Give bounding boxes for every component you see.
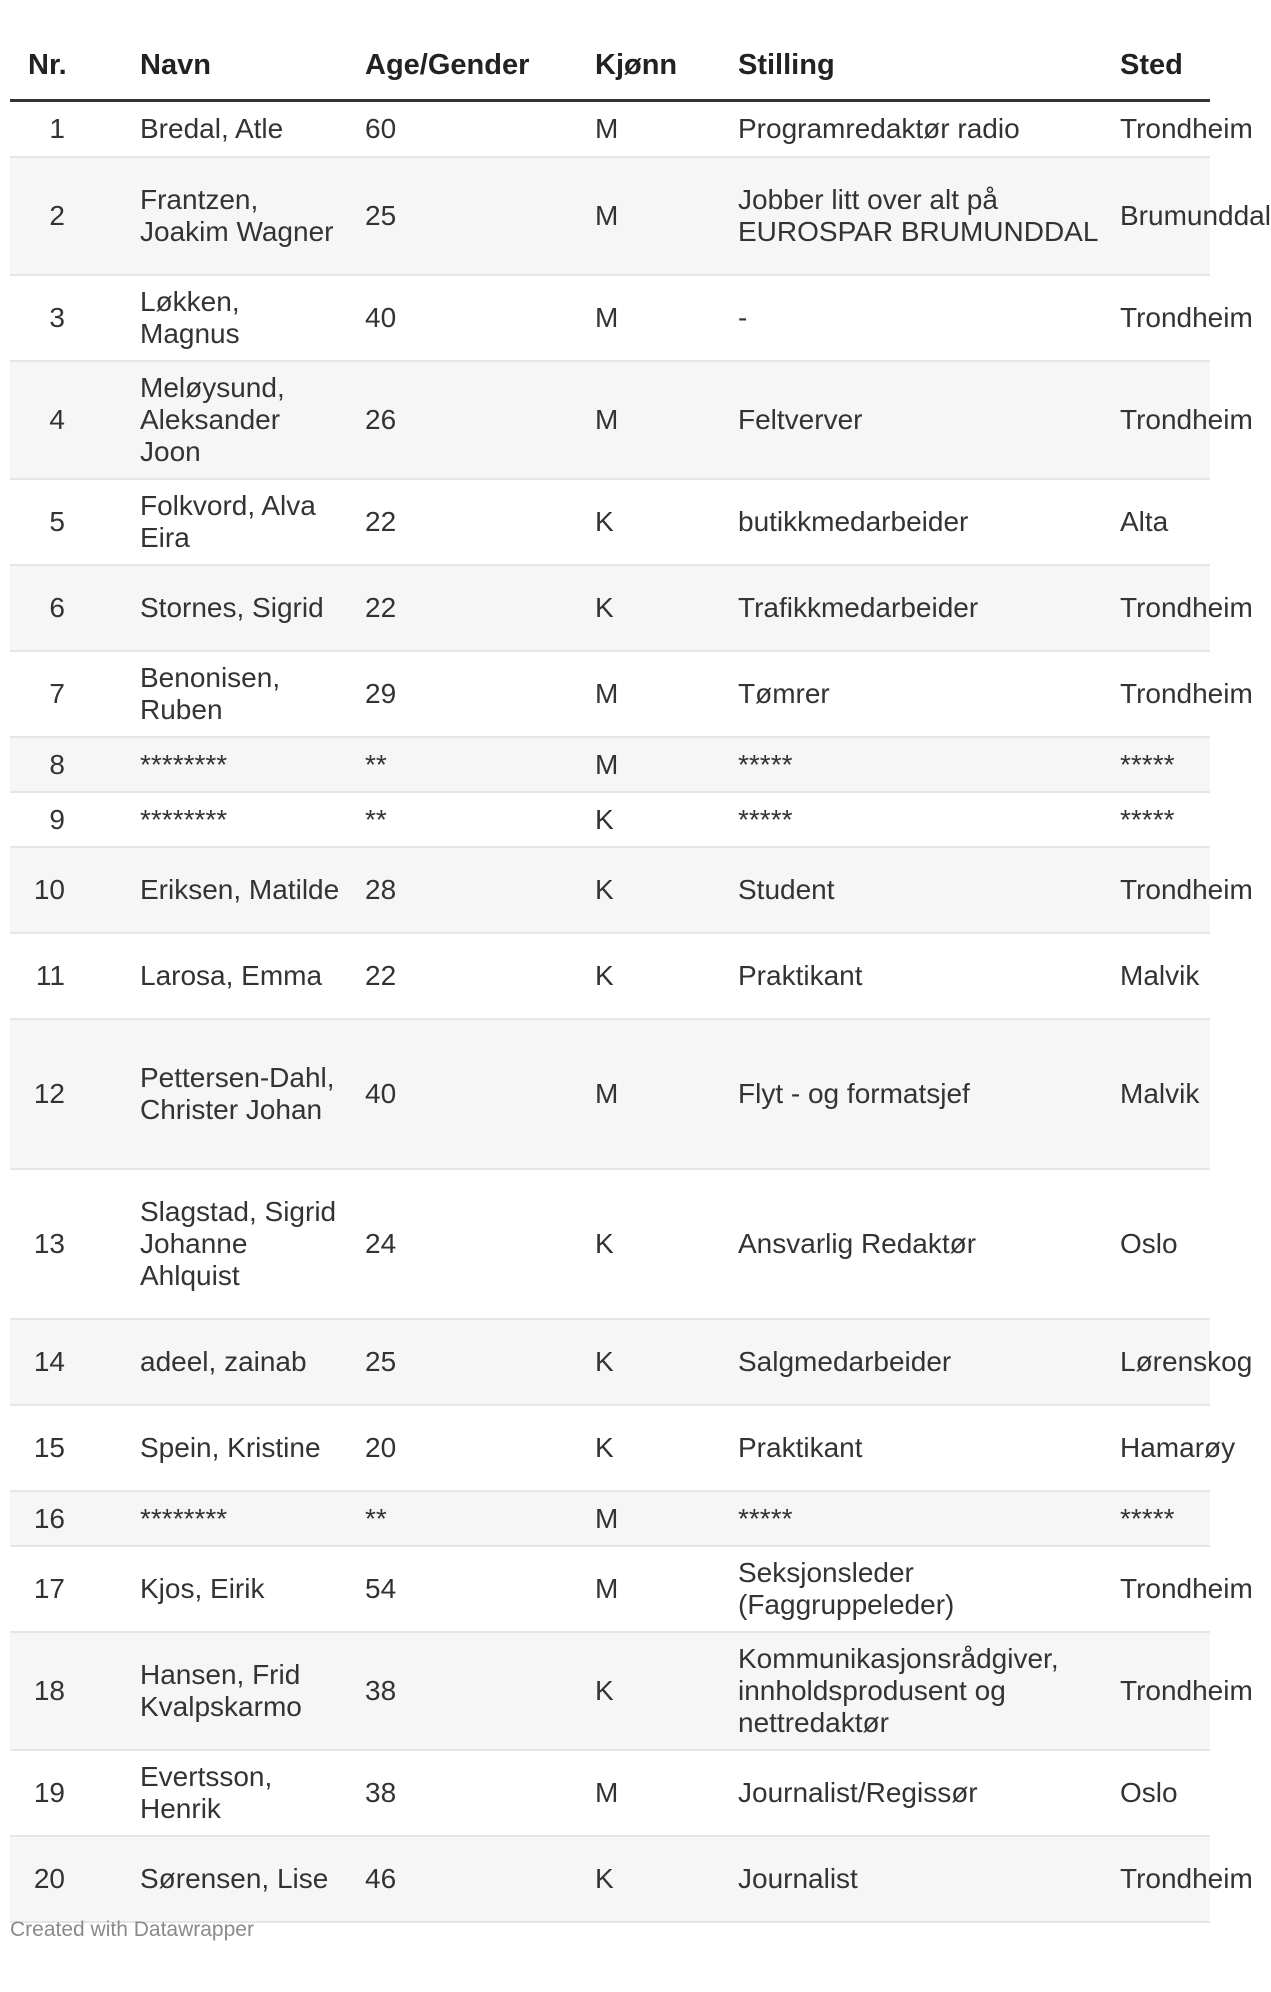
cell-nr: 18 <box>10 1632 130 1750</box>
cell-nr: 11 <box>10 933 130 1019</box>
cell-navn: Evertsson, Henrik <box>130 1750 355 1836</box>
cell-age: 29 <box>355 651 585 737</box>
cell-navn: Folkvord, Alva Eira <box>130 479 355 565</box>
table-row <box>10 1546 1210 1632</box>
cell-kjonn: M <box>585 1546 728 1632</box>
cell-kjonn: M <box>585 737 728 792</box>
cell-age: 22 <box>355 565 585 651</box>
cell-nr: 20 <box>10 1836 130 1922</box>
cell-sted: Malvik <box>1110 933 1210 1019</box>
cell-stilling: Seksjonsleder (Faggruppeleder) <box>728 1546 1110 1632</box>
cell-age: 28 <box>355 847 585 933</box>
column-header-sted[interactable]: Sted <box>1110 30 1210 101</box>
cell-nr: 13 <box>10 1169 130 1319</box>
cell-navn: Sørensen, Lise <box>130 1836 355 1922</box>
cell-nr: 4 <box>10 361 130 479</box>
table-row <box>10 1836 1210 1922</box>
cell-navn: Meløysund, Aleksander Joon <box>130 361 355 479</box>
cell-nr: 15 <box>10 1405 130 1491</box>
cell-age: ** <box>355 1491 585 1546</box>
table-row <box>10 1169 1210 1319</box>
cell-sted: Oslo <box>1110 1750 1210 1836</box>
cell-navn: ******** <box>130 1491 355 1546</box>
cell-age: 38 <box>355 1750 585 1836</box>
cell-age: 25 <box>355 157 585 275</box>
cell-stilling: Flyt - og formatsjef <box>728 1019 1110 1169</box>
cell-kjonn: K <box>585 1405 728 1491</box>
cell-navn: Eriksen, Matilde <box>130 847 355 933</box>
cell-sted: Trondheim <box>1110 1632 1210 1750</box>
cell-sted: Oslo <box>1110 1169 1210 1319</box>
cell-stilling: Programredaktør radio <box>728 101 1110 158</box>
cell-kjonn: K <box>585 1836 728 1922</box>
cell-kjonn: K <box>585 1169 728 1319</box>
table-row <box>10 792 1210 847</box>
table-row <box>10 1491 1210 1546</box>
cell-age: 54 <box>355 1546 585 1632</box>
cell-sted: Alta <box>1110 479 1210 565</box>
cell-navn: Pettersen-Dahl, Christer Johan <box>130 1019 355 1169</box>
cell-stilling: Tømrer <box>728 651 1110 737</box>
cell-nr: 6 <box>10 565 130 651</box>
cell-navn: Stornes, Sigrid <box>130 565 355 651</box>
cell-age: 40 <box>355 275 585 361</box>
cell-nr: 7 <box>10 651 130 737</box>
cell-navn: ******** <box>130 737 355 792</box>
cell-age: 22 <box>355 933 585 1019</box>
table-row <box>10 1319 1210 1405</box>
table-row <box>10 1632 1210 1750</box>
cell-nr: 14 <box>10 1319 130 1405</box>
cell-navn: Benonisen, Ruben <box>130 651 355 737</box>
cell-age: 38 <box>355 1632 585 1750</box>
cell-sted: Trondheim <box>1110 275 1210 361</box>
cell-stilling: butikkmedarbeider <box>728 479 1110 565</box>
cell-nr: 10 <box>10 847 130 933</box>
cell-sted: Trondheim <box>1110 651 1210 737</box>
cell-kjonn: M <box>585 1019 728 1169</box>
cell-stilling: Trafikkmedarbeider <box>728 565 1110 651</box>
cell-sted: Brumunddal <box>1110 157 1210 275</box>
cell-kjonn: K <box>585 565 728 651</box>
table-row <box>10 1019 1210 1169</box>
cell-age: 26 <box>355 361 585 479</box>
table-row <box>10 479 1210 565</box>
cell-sted: ***** <box>1110 737 1210 792</box>
column-header-kjonn[interactable]: Kjønn <box>585 30 728 101</box>
cell-navn: Bredal, Atle <box>130 101 355 158</box>
cell-navn: Slagstad, Sigrid Johanne Ahlquist <box>130 1169 355 1319</box>
table-row <box>10 565 1210 651</box>
table-row <box>10 933 1210 1019</box>
cell-sted: Trondheim <box>1110 1836 1210 1922</box>
table-row <box>10 361 1210 479</box>
cell-stilling: ***** <box>728 737 1110 792</box>
cell-kjonn: K <box>585 1319 728 1405</box>
table-row <box>10 1405 1210 1491</box>
cell-age: 46 <box>355 1836 585 1922</box>
cell-navn: Kjos, Eirik <box>130 1546 355 1632</box>
cell-kjonn: K <box>585 1632 728 1750</box>
cell-stilling: ***** <box>728 792 1110 847</box>
cell-sted: ***** <box>1110 1491 1210 1546</box>
table-row <box>10 275 1210 361</box>
cell-stilling: Feltverver <box>728 361 1110 479</box>
table-row <box>10 157 1210 275</box>
cell-stilling: - <box>728 275 1110 361</box>
cell-kjonn: M <box>585 651 728 737</box>
cell-sted: Trondheim <box>1110 1546 1210 1632</box>
cell-age: 22 <box>355 479 585 565</box>
cell-navn: Frantzen, Joakim Wagner <box>130 157 355 275</box>
table-row <box>10 737 1210 792</box>
table-header-row <box>10 30 1210 101</box>
cell-navn: Hansen, Frid Kvalpskarmo <box>130 1632 355 1750</box>
cell-stilling: Student <box>728 847 1110 933</box>
cell-nr: 2 <box>10 157 130 275</box>
cell-age: 24 <box>355 1169 585 1319</box>
cell-stilling: Salgmedarbeider <box>728 1319 1110 1405</box>
column-header-nr[interactable]: Nr. <box>10 30 130 101</box>
cell-age: ** <box>355 737 585 792</box>
cell-navn: Larosa, Emma <box>130 933 355 1019</box>
cell-kjonn: M <box>585 1750 728 1836</box>
cell-stilling: ***** <box>728 1491 1110 1546</box>
table-row <box>10 847 1210 933</box>
cell-stilling: Kommunikasjonsrådgiver, innholdsprodusent og nettredaktør <box>728 1632 1110 1750</box>
column-header-navn[interactable]: Navn <box>130 30 355 101</box>
cell-sted: Lørenskog <box>1110 1319 1210 1405</box>
cell-kjonn: M <box>585 1491 728 1546</box>
column-header-age-gender[interactable]: Age/Gender <box>355 30 585 101</box>
cell-sted: ***** <box>1110 792 1210 847</box>
cell-kjonn: K <box>585 847 728 933</box>
cell-stilling: Ansvarlig Redaktør <box>728 1169 1110 1319</box>
cell-stilling: Praktikant <box>728 1405 1110 1491</box>
cell-nr: 12 <box>10 1019 130 1169</box>
column-header-stilling[interactable]: Stilling <box>728 30 1110 101</box>
cell-nr: 8 <box>10 737 130 792</box>
cell-sted: Trondheim <box>1110 361 1210 479</box>
cell-stilling: Journalist/Regissør <box>728 1750 1110 1836</box>
cell-navn: adeel, zainab <box>130 1319 355 1405</box>
cell-age: ** <box>355 792 585 847</box>
cell-nr: 9 <box>10 792 130 847</box>
cell-navn: ******** <box>130 792 355 847</box>
table-body <box>10 101 1271 1923</box>
cell-stilling: Journalist <box>728 1836 1110 1922</box>
table-row <box>10 1750 1210 1836</box>
cell-navn: Spein, Kristine <box>130 1405 355 1491</box>
cell-age: 25 <box>355 1319 585 1405</box>
cell-nr: 19 <box>10 1750 130 1836</box>
cell-sted: Hamarøy <box>1110 1405 1210 1491</box>
cell-kjonn: K <box>585 792 728 847</box>
cell-stilling: Jobber litt over alt på EUROSPAR BRUMUNDDAL <box>728 157 1110 275</box>
cell-sted: Malvik <box>1110 1019 1210 1169</box>
cell-age: 40 <box>355 1019 585 1169</box>
cell-kjonn: M <box>585 157 728 275</box>
cell-nr: 17 <box>10 1546 130 1632</box>
cell-navn: Løkken, Magnus <box>130 275 355 361</box>
cell-sted: Trondheim <box>1110 847 1210 933</box>
cell-kjonn: M <box>585 101 728 158</box>
cell-kjonn: K <box>585 479 728 565</box>
cell-nr: 5 <box>10 479 130 565</box>
cell-nr: 3 <box>10 275 130 361</box>
data-table-container <box>10 30 1271 1923</box>
table-row <box>10 101 1210 158</box>
cell-sted: Trondheim <box>1110 565 1210 651</box>
data-table <box>10 30 1271 1923</box>
cell-kjonn: M <box>585 275 728 361</box>
table-row <box>10 651 1210 737</box>
cell-nr: 16 <box>10 1491 130 1546</box>
cell-nr: 1 <box>10 101 130 158</box>
cell-kjonn: M <box>585 361 728 479</box>
cell-sted: Trondheim <box>1110 101 1210 158</box>
cell-kjonn: K <box>585 933 728 1019</box>
cell-age: 60 <box>355 101 585 158</box>
cell-age: 20 <box>355 1405 585 1491</box>
datawrapper-credit[interactable]: Created with Datawrapper <box>10 1918 254 1941</box>
cell-stilling: Praktikant <box>728 933 1110 1019</box>
